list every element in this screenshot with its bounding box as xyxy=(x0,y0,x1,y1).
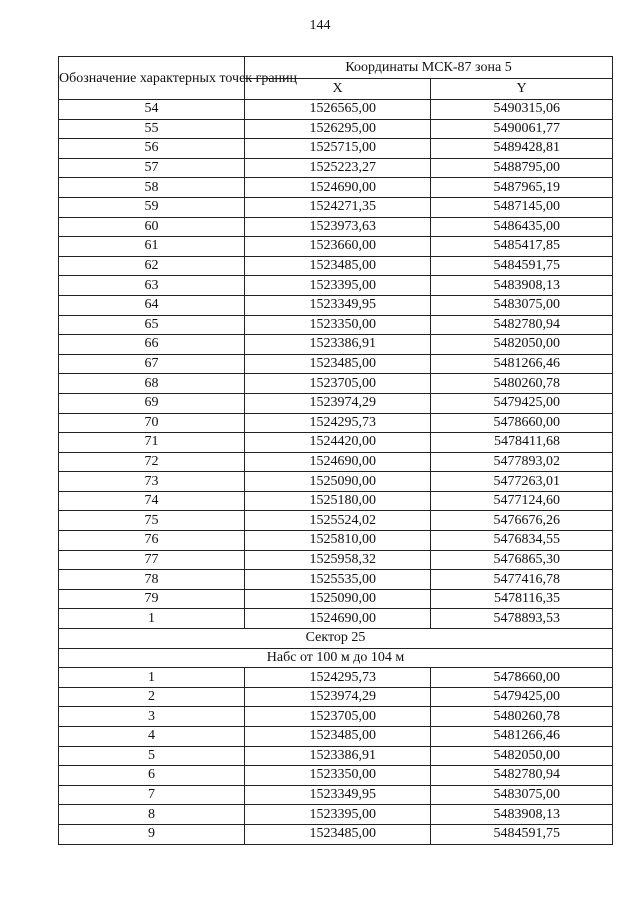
table-row xyxy=(59,374,613,394)
header-y: Y xyxy=(431,79,613,100)
point-cell: 58 xyxy=(59,178,245,198)
table-body-section-a xyxy=(59,100,613,629)
table-row xyxy=(59,100,613,120)
point-cell: 69 xyxy=(59,393,245,413)
table-row xyxy=(59,119,613,139)
x-coordinate-cell: 1525223,27 xyxy=(245,158,431,178)
x-coordinate-cell: 1523705,00 xyxy=(245,374,431,394)
y-coordinate-cell: 5484591,75 xyxy=(431,824,613,844)
table-row xyxy=(59,668,613,688)
point-cell: 62 xyxy=(59,256,245,276)
table-row xyxy=(59,570,613,590)
x-coordinate-cell: 1525524,02 xyxy=(245,511,431,531)
x-coordinate-cell: 1525180,00 xyxy=(245,491,431,511)
x-coordinate-cell: 1523395,00 xyxy=(245,276,431,296)
point-cell: 56 xyxy=(59,139,245,159)
y-coordinate-cell: 5487965,19 xyxy=(431,178,613,198)
x-coordinate-cell: 1523350,00 xyxy=(245,766,431,786)
x-coordinate-cell: 1523974,29 xyxy=(245,393,431,413)
x-coordinate-cell: 1525090,00 xyxy=(245,589,431,609)
point-cell: 2 xyxy=(59,687,245,707)
y-coordinate-cell: 5481266,46 xyxy=(431,727,613,747)
point-cell: 67 xyxy=(59,354,245,374)
y-coordinate-cell: 5477124,60 xyxy=(431,491,613,511)
point-cell: 63 xyxy=(59,276,245,296)
y-coordinate-cell: 5476865,30 xyxy=(431,550,613,570)
table-row xyxy=(59,766,613,786)
point-cell: 7 xyxy=(59,785,245,805)
x-coordinate-cell: 1524271,35 xyxy=(245,197,431,217)
y-coordinate-cell: 5478116,35 xyxy=(431,589,613,609)
coordinates-table xyxy=(58,56,613,845)
x-coordinate-cell: 1523395,00 xyxy=(245,805,431,825)
table-row xyxy=(59,805,613,825)
sector-title: Сектор 25 xyxy=(59,629,613,649)
point-cell: 1 xyxy=(59,668,245,688)
table-body-section-b xyxy=(59,668,613,844)
y-coordinate-cell: 5480260,78 xyxy=(431,374,613,394)
table-row xyxy=(59,785,613,805)
point-cell: 75 xyxy=(59,511,245,531)
table-row xyxy=(59,472,613,492)
table-row xyxy=(59,197,613,217)
x-coordinate-cell: 1523485,00 xyxy=(245,727,431,747)
x-coordinate-cell: 1526295,00 xyxy=(245,119,431,139)
point-cell: 60 xyxy=(59,217,245,237)
x-coordinate-cell: 1523350,00 xyxy=(245,315,431,335)
table-row xyxy=(59,550,613,570)
x-coordinate-cell: 1523386,91 xyxy=(245,335,431,355)
sector-height-range: Набс от 100 м до 104 м xyxy=(59,648,613,668)
table-row xyxy=(59,511,613,531)
x-coordinate-cell: 1523660,00 xyxy=(245,237,431,257)
y-coordinate-cell: 5478411,68 xyxy=(431,433,613,453)
point-cell: 66 xyxy=(59,335,245,355)
y-coordinate-cell: 5484591,75 xyxy=(431,256,613,276)
y-coordinate-cell: 5479425,00 xyxy=(431,687,613,707)
x-coordinate-cell: 1525810,00 xyxy=(245,531,431,551)
table-row xyxy=(59,727,613,747)
y-coordinate-cell: 5490061,77 xyxy=(431,119,613,139)
table-row xyxy=(59,589,613,609)
point-cell: 9 xyxy=(59,824,245,844)
coordinates-table-wrap xyxy=(58,56,612,845)
table-row xyxy=(59,687,613,707)
table-row xyxy=(59,315,613,335)
x-coordinate-cell: 1523349,95 xyxy=(245,785,431,805)
table-row xyxy=(59,354,613,374)
y-coordinate-cell: 5478660,00 xyxy=(431,413,613,433)
x-coordinate-cell: 1524690,00 xyxy=(245,178,431,198)
y-coordinate-cell: 5481266,46 xyxy=(431,354,613,374)
x-coordinate-cell: 1523973,63 xyxy=(245,217,431,237)
x-coordinate-cell: 1523485,00 xyxy=(245,354,431,374)
x-coordinate-cell: 1525715,00 xyxy=(245,139,431,159)
table-row xyxy=(59,256,613,276)
x-coordinate-cell: 1525090,00 xyxy=(245,472,431,492)
table-row xyxy=(59,433,613,453)
header-coordinates: Координаты МСК-87 зона 5 xyxy=(245,57,613,79)
header-point-designation: Обозначение характерных точек границ xyxy=(59,57,245,100)
sector-height-row xyxy=(59,648,613,668)
point-cell: 54 xyxy=(59,100,245,120)
table-row xyxy=(59,295,613,315)
y-coordinate-cell: 5489428,81 xyxy=(431,139,613,159)
y-coordinate-cell: 5482780,94 xyxy=(431,315,613,335)
y-coordinate-cell: 5478893,53 xyxy=(431,609,613,629)
y-coordinate-cell: 5483908,13 xyxy=(431,805,613,825)
page-number: 144 xyxy=(309,18,331,33)
x-coordinate-cell: 1524420,00 xyxy=(245,433,431,453)
point-cell: 74 xyxy=(59,491,245,511)
table-row xyxy=(59,531,613,551)
y-coordinate-cell: 5476676,26 xyxy=(431,511,613,531)
x-coordinate-cell: 1523485,00 xyxy=(245,824,431,844)
point-cell: 72 xyxy=(59,452,245,472)
x-coordinate-cell: 1524295,73 xyxy=(245,413,431,433)
y-coordinate-cell: 5477263,01 xyxy=(431,472,613,492)
y-coordinate-cell: 5485417,85 xyxy=(431,237,613,257)
table-row xyxy=(59,139,613,159)
y-coordinate-cell: 5490315,06 xyxy=(431,100,613,120)
point-cell: 4 xyxy=(59,727,245,747)
y-coordinate-cell: 5478660,00 xyxy=(431,668,613,688)
x-coordinate-cell: 1523386,91 xyxy=(245,746,431,766)
point-cell: 57 xyxy=(59,158,245,178)
header-x: X xyxy=(245,79,431,100)
point-cell: 65 xyxy=(59,315,245,335)
table-row xyxy=(59,746,613,766)
table-row xyxy=(59,393,613,413)
y-coordinate-cell: 5488795,00 xyxy=(431,158,613,178)
x-coordinate-cell: 1523705,00 xyxy=(245,707,431,727)
table-row xyxy=(59,707,613,727)
sector-title-row xyxy=(59,629,613,649)
table-row xyxy=(59,158,613,178)
y-coordinate-cell: 5477416,78 xyxy=(431,570,613,590)
point-cell: 55 xyxy=(59,119,245,139)
y-coordinate-cell: 5486435,00 xyxy=(431,217,613,237)
point-cell: 68 xyxy=(59,374,245,394)
table-row xyxy=(59,413,613,433)
table-row xyxy=(59,178,613,198)
y-coordinate-cell: 5477893,02 xyxy=(431,452,613,472)
table-row xyxy=(59,217,613,237)
point-cell: 1 xyxy=(59,609,245,629)
x-coordinate-cell: 1523485,00 xyxy=(245,256,431,276)
table-row xyxy=(59,452,613,472)
y-coordinate-cell: 5482050,00 xyxy=(431,335,613,355)
x-coordinate-cell: 1525535,00 xyxy=(245,570,431,590)
x-coordinate-cell: 1525958,32 xyxy=(245,550,431,570)
point-cell: 3 xyxy=(59,707,245,727)
point-cell: 8 xyxy=(59,805,245,825)
y-coordinate-cell: 5483908,13 xyxy=(431,276,613,296)
point-cell: 79 xyxy=(59,589,245,609)
point-cell: 6 xyxy=(59,766,245,786)
table-row xyxy=(59,237,613,257)
y-coordinate-cell: 5483075,00 xyxy=(431,295,613,315)
table-row xyxy=(59,824,613,844)
y-coordinate-cell: 5480260,78 xyxy=(431,707,613,727)
table-row xyxy=(59,276,613,296)
point-cell: 59 xyxy=(59,197,245,217)
y-coordinate-cell: 5482050,00 xyxy=(431,746,613,766)
sector-header xyxy=(59,629,613,668)
table-row xyxy=(59,335,613,355)
point-cell: 64 xyxy=(59,295,245,315)
table-row xyxy=(59,609,613,629)
x-coordinate-cell: 1523974,29 xyxy=(245,687,431,707)
point-cell: 73 xyxy=(59,472,245,492)
y-coordinate-cell: 5487145,00 xyxy=(431,197,613,217)
x-coordinate-cell: 1524295,73 xyxy=(245,668,431,688)
point-cell: 77 xyxy=(59,550,245,570)
y-coordinate-cell: 5482780,94 xyxy=(431,766,613,786)
y-coordinate-cell: 5479425,00 xyxy=(431,393,613,413)
point-cell: 61 xyxy=(59,237,245,257)
point-cell: 71 xyxy=(59,433,245,453)
x-coordinate-cell: 1524690,00 xyxy=(245,609,431,629)
point-cell: 70 xyxy=(59,413,245,433)
y-coordinate-cell: 5476834,55 xyxy=(431,531,613,551)
y-coordinate-cell: 5483075,00 xyxy=(431,785,613,805)
x-coordinate-cell: 1523349,95 xyxy=(245,295,431,315)
point-cell: 78 xyxy=(59,570,245,590)
table-row xyxy=(59,491,613,511)
x-coordinate-cell: 1524690,00 xyxy=(245,452,431,472)
point-cell: 76 xyxy=(59,531,245,551)
x-coordinate-cell: 1526565,00 xyxy=(245,100,431,120)
point-cell: 5 xyxy=(59,746,245,766)
